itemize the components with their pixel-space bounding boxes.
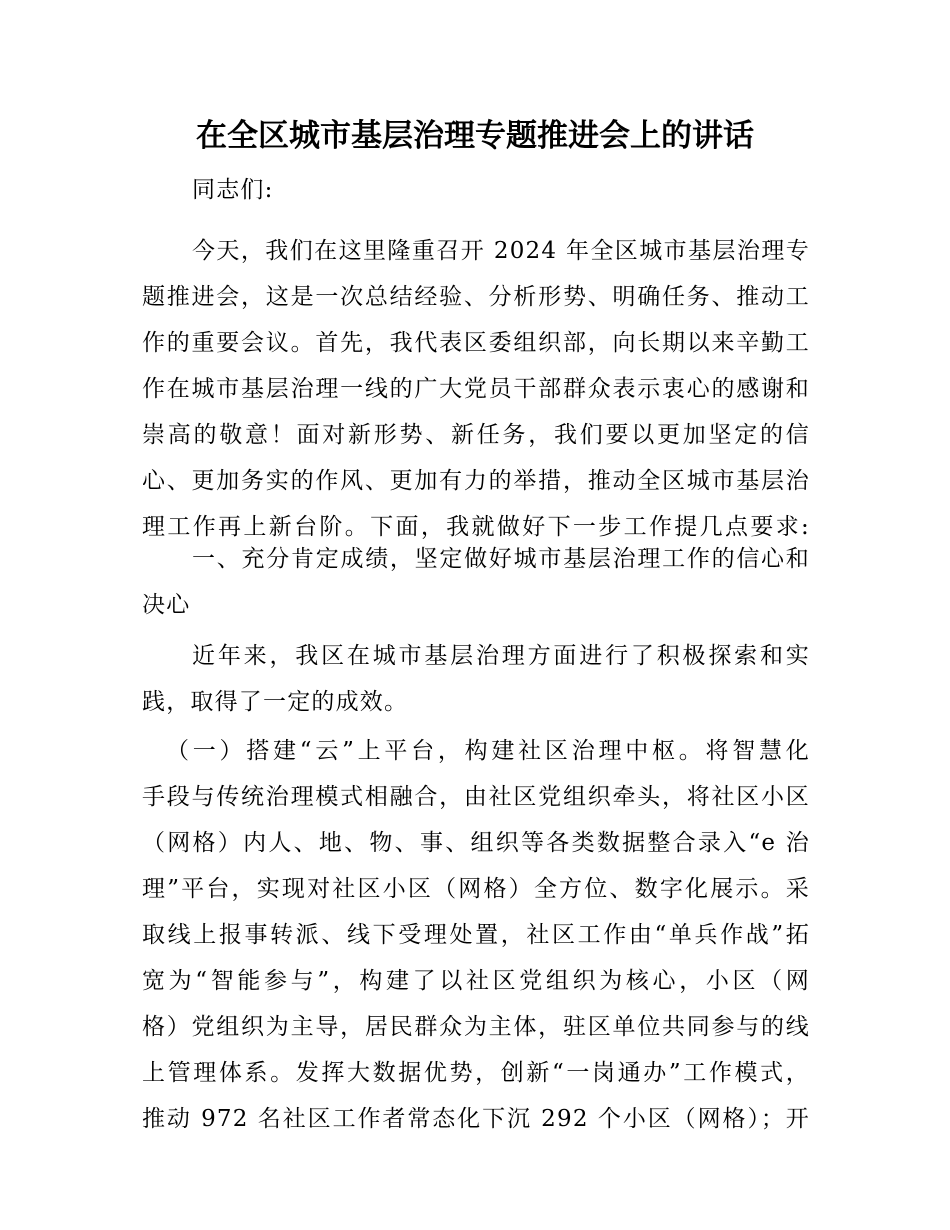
paragraph-line: 践，取得了一定的成效。 — [142, 689, 409, 715]
paragraph-line: 题推进会，这是一次总结经验、分析形势、明确任务、推动工 — [142, 284, 810, 310]
paragraph-line: 上管理体系。发挥大数据优势，创新“一岗通办”工作模式， — [142, 1060, 810, 1086]
paragraph-line: 作的重要会议。首先，我代表区委组织部，向长期以来辛勤工 — [142, 330, 810, 356]
paragraph-line: （一）搭建“云”上平台，构建社区治理中枢。将智慧化 — [166, 738, 810, 764]
paragraph-line: （网格）内人、地、物、事、组织等各类数据整合录入“e 治 — [142, 830, 810, 856]
paragraph-line: 崇高的敬意！面对新形势、新任务，我们要以更加坚定的信 — [142, 422, 810, 448]
document-title: 在全区城市基层治理专题推进会上的讲话 — [196, 118, 754, 154]
heading-line: 决心 — [142, 592, 191, 618]
paragraph-cloud-platform — [142, 728, 810, 1142]
section-heading-1 — [142, 536, 810, 628]
paragraph-line: 心、更加务实的作风、更加有力的举措，推动全区城市基层治 — [142, 468, 810, 494]
paragraph-line: 今天，我们在这里隆重召开 2024 年全区城市基层治理专 — [192, 238, 810, 264]
salutation — [142, 167, 810, 213]
paragraph-line: 推动 972 名社区工作者常态化下沉 292 个小区（网格）；开 — [142, 1106, 810, 1132]
paragraph-line: 取线上报事转派、线下受理处置，社区工作由“单兵作战”拓 — [142, 922, 810, 948]
paragraph-line: 理”平台，实现对社区小区（网格）全方位、数字化展示。采 — [142, 876, 810, 902]
heading-line: 一、充分肯定成绩，坚定做好城市基层治理工作的信心和 — [192, 546, 810, 572]
salutation-line: 同志们: — [192, 177, 274, 203]
paragraph-line: 手段与传统治理模式相融合，由社区党组织牵头，将社区小区 — [142, 784, 810, 810]
paragraph-line: 格）党组织为主导，居民群众为主体，驻区单位共同参与的线 — [142, 1014, 810, 1040]
paragraph-line: 理工作再上新台阶。下面，我就做好下一步工作提几点要求: — [142, 514, 810, 540]
paragraph-line: 近年来，我区在城市基层治理方面进行了积极探索和实 — [192, 643, 810, 669]
paragraph-achievements — [142, 633, 810, 725]
paragraph-line: 作在城市基层治理一线的广大党员干部群众表示衷心的感谢和 — [142, 376, 810, 402]
paragraph-line: 宽为“智能参与”，构建了以社区党组织为核心，小区（网 — [142, 968, 810, 994]
paragraph-opening — [142, 228, 810, 550]
